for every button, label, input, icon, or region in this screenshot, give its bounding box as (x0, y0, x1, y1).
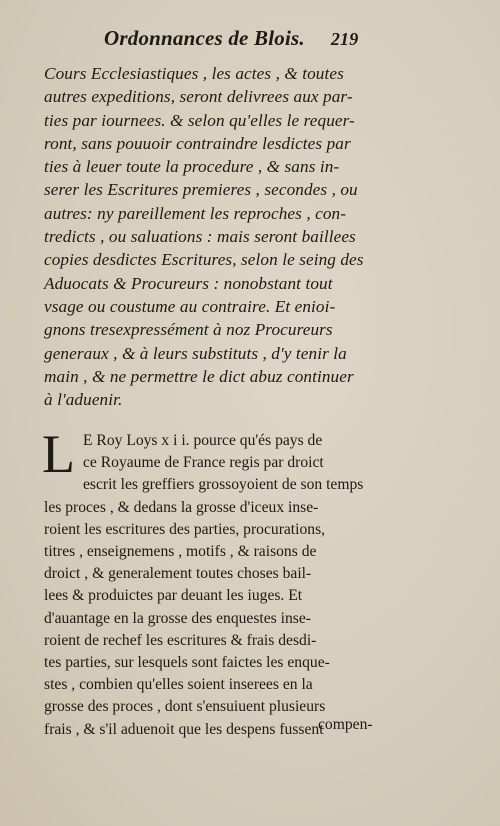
text-line: E Roy Loys x i i. pource qu'és pays de (83, 432, 323, 449)
text-line: à l'aduenir. (44, 390, 123, 410)
text-line: autres: ny pareillement les reproches , con- (44, 203, 347, 223)
text-line: generaux , & à leurs substituts , d'y tenir la (44, 343, 347, 363)
text-line: ties par iournees. & selon qu'elles le requer- (44, 110, 355, 130)
roman-text-block (42, 424, 384, 741)
text-line: tredicts , ou saluations : mais seront baillees (44, 227, 356, 247)
text-line: lees & produictes par deuant les iuges. Et (44, 587, 303, 605)
italic-text-block (44, 62, 376, 411)
text-line: tes parties, sur lesquels sont faictes les enque- (44, 654, 330, 672)
catchword: compen- (318, 716, 373, 733)
page-number: 219 (330, 29, 359, 49)
text-line: les proces , & dedans la grosse d'iceux inse- (44, 498, 319, 516)
text-line: Cours Ecclesiastiques , les actes , & toutes (44, 64, 344, 83)
page-header (104, 26, 474, 51)
text-line: autres expeditions, seront delivrees aux par- (44, 87, 353, 107)
text-line: serer les Escritures premieres , secondes , ou (44, 180, 358, 200)
text-line: roient de rechef les escritures & frais desdi- (44, 631, 317, 649)
text-line: gnons tresexpressément à noz Procureurs (44, 320, 333, 340)
text-line: roient les escritures des parties, procurations, (44, 520, 326, 538)
text-line: titres , enseignemens , motifs , & raisons de (44, 543, 317, 561)
text-line: frais , & s'il aduenoit que les despens fussent (44, 720, 324, 738)
text-line: stes , combien qu'elles soient inserees en la (44, 676, 313, 694)
text-line: Aduocats & Procureurs : nonobstant tout (44, 273, 333, 293)
text-line: ce Royaume de France regis par droict (83, 454, 324, 472)
text-line: ront, sans pouuoir contraindre lesdictes par (44, 133, 351, 153)
text-line: escrit les greffiers grossoyoient de son temps (83, 476, 364, 494)
text-line: ties à leuer toute la procedure , & sans in- (44, 157, 340, 177)
text-line: droict , & generalement toutes choses bail- (44, 565, 312, 583)
running-title: Ordonnances de Blois. (104, 26, 305, 50)
text-line: vsage ou coustume au contraire. Et enioi- (44, 296, 336, 316)
drop-cap: L (42, 424, 75, 484)
text-line: d'auantage en la grosse des enquestes inse- (44, 609, 311, 627)
text-line: copies desdictes Escritures, selon le seing des (44, 250, 364, 270)
text-line: main , & ne permettre le dict abuz continuer (44, 366, 354, 386)
text-line: grosse des proces , dont s'ensuiuent plusieurs (44, 698, 326, 716)
